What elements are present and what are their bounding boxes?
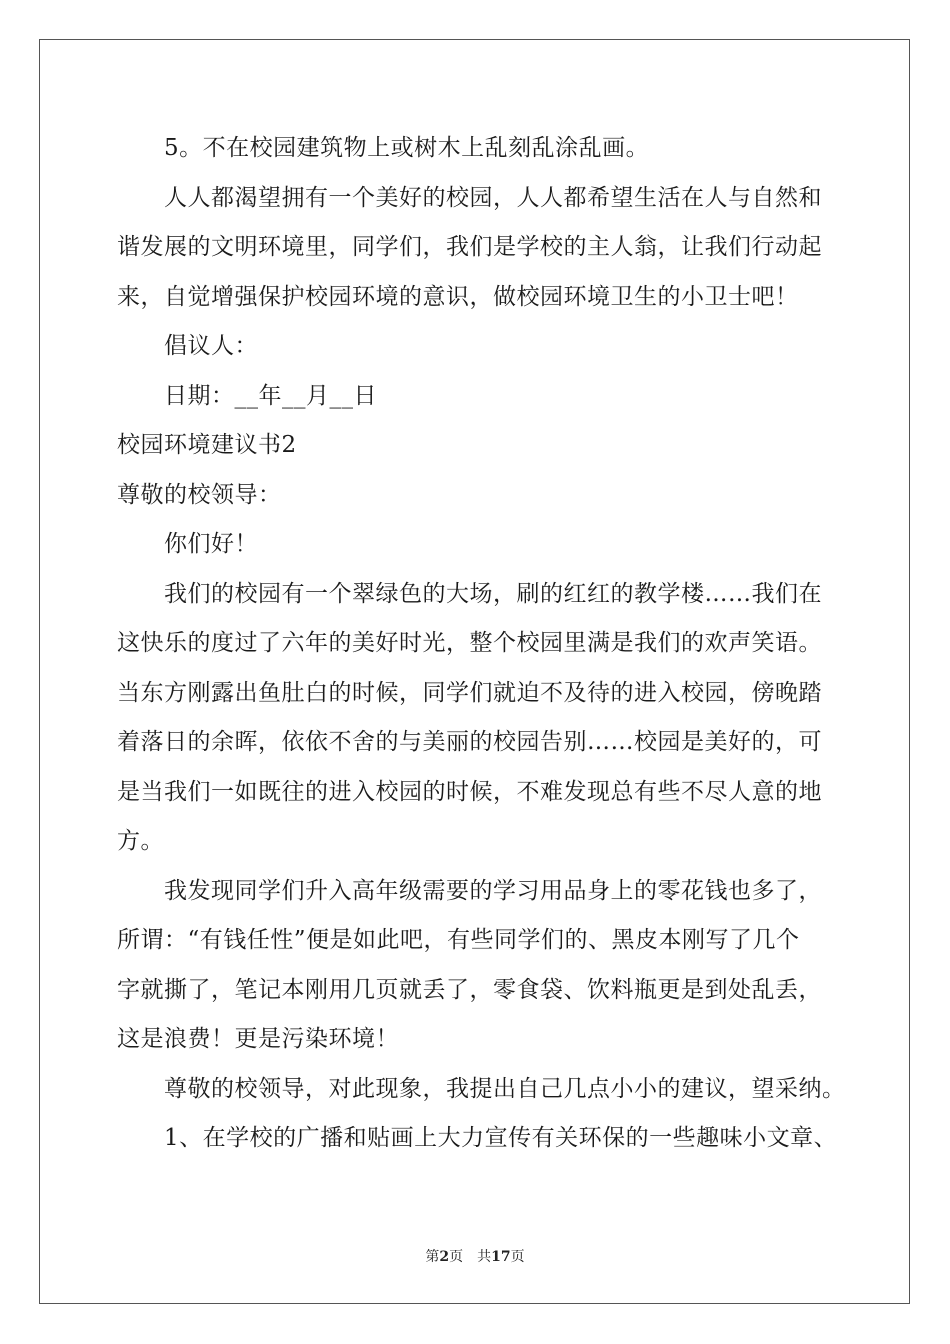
- text-line: 人人都渴望拥有一个美好的校园，人人都希望生活在人与自然和: [164, 184, 822, 211]
- text-line: 1、在学校的广播和贴画上大力宣传有关环保的一些趣味小文章、: [164, 1125, 838, 1151]
- text-line: 着落日的余晖，依依不舍的与美丽的校园告别……校园是美好的，可: [117, 729, 822, 755]
- page-current: 2: [439, 1249, 450, 1265]
- text-line: 这是浪费！更是污染环境！: [117, 1026, 399, 1052]
- date-line: 日期：__年__月__日: [164, 382, 377, 409]
- page-prefix: 第: [425, 1249, 440, 1265]
- text-line: 这快乐的度过了六年的美好时光，整个校园里满是我们的欢声笑语。: [117, 630, 822, 656]
- text-line: 字就撕了，笔记本刚用几页就丢了，零食袋、饮料瓶更是到处乱丢，: [117, 976, 822, 1003]
- greeting: 你们好！: [164, 531, 258, 557]
- text-line: 我发现同学们升入高年级需要的学习用品身上的零花钱也多了，: [164, 877, 822, 904]
- salutation: 尊敬的校领导：: [117, 481, 282, 508]
- text-line: 5。不在校园建筑物上或树木上乱刻乱涂乱画。: [164, 135, 650, 161]
- text-line: 来，自觉增强保护校园环境的意识，做校园环境卫生的小卫士吧！: [117, 283, 799, 310]
- text-line: 方。: [117, 828, 164, 854]
- text-line: 尊敬的校领导，对此现象，我提出自己几点小小的建议，望采纳。: [164, 1075, 846, 1102]
- text-line: 谐发展的文明环境里，同学们，我们是学校的主人翁，让我们行动起: [117, 234, 822, 260]
- page-total: 17: [491, 1249, 511, 1265]
- page-suffix: 页: [510, 1249, 525, 1265]
- section-title: 校园环境建议书2: [117, 432, 297, 458]
- text-line: 是当我们一如既往的进入校园的时候，不难发现总有些不尽人意的地: [117, 778, 822, 805]
- page-footer: [0, 1246, 950, 1266]
- document-body: [117, 124, 857, 1164]
- text-line: 当东方刚露出鱼肚白的时候，同学们就迫不及待的进入校园，傍晚踏: [117, 679, 822, 706]
- text-line: 我们的校园有一个翠绿色的大场，刷的红红的教学楼……我们在: [164, 580, 822, 607]
- text-line: 倡议人：: [164, 333, 258, 359]
- page-mid: 页 共: [449, 1249, 492, 1265]
- text-line: 所谓：“有钱任性”便是如此吧，有些同学们的、黑皮本刚写了几个: [117, 927, 800, 953]
